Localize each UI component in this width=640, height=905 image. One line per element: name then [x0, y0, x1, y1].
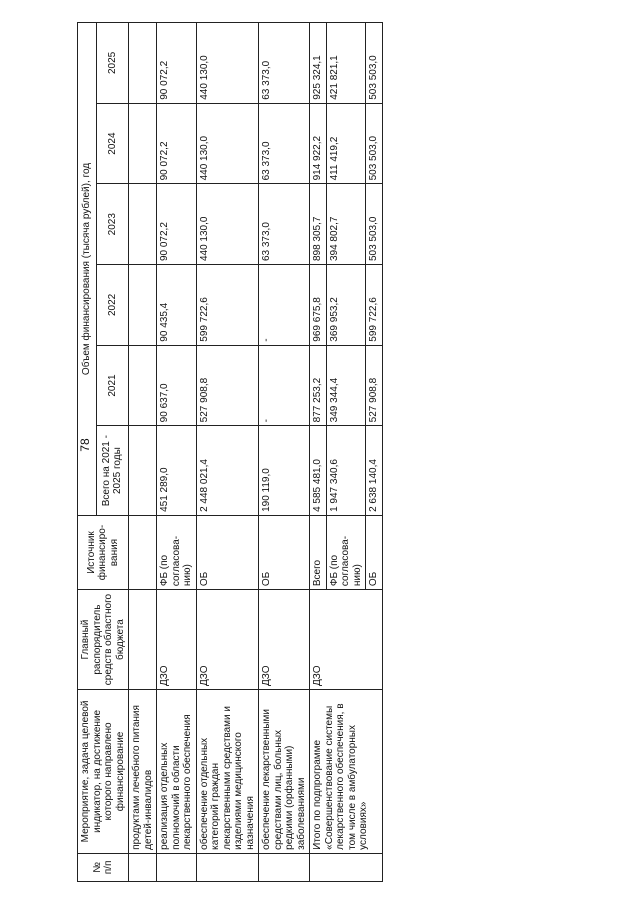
summary-row: [310, 23, 327, 882]
table-row: [196, 23, 259, 882]
cell-manager: ДЗО: [259, 590, 310, 690]
header-year: 2023: [96, 184, 128, 265]
cell-value: 599 722,6: [366, 265, 383, 346]
header-year: 2024: [96, 103, 128, 184]
cell-value: 914 922,2: [310, 103, 327, 184]
cell-value: 394 802,7: [326, 184, 366, 265]
cell-no: [196, 853, 259, 881]
cell-value: 925 324,1: [310, 23, 327, 104]
cell-value: 527 908,8: [366, 345, 383, 426]
cell-source: ОБ: [259, 515, 310, 589]
cell-value: 90 072,2: [157, 23, 197, 104]
cell-value: 90 072,2: [157, 184, 197, 265]
cell-no: [157, 853, 197, 881]
cell-value: [129, 345, 157, 426]
cell-value: -: [259, 265, 310, 346]
cell-total: 2 448 021,4: [196, 426, 259, 516]
cell-value: 411 419,2: [326, 103, 366, 184]
cell-no: [259, 853, 310, 881]
cell-value: 440 130,0: [196, 103, 259, 184]
cell-value: [129, 23, 157, 104]
cell-value: 90 435,4: [157, 265, 197, 346]
header-manager: Главный распорядитель средств областного бюджета: [78, 590, 129, 690]
cell-value: 369 953,2: [326, 265, 366, 346]
cell-value: 877 253,2: [310, 345, 327, 426]
cell-value: 63 373,0: [259, 184, 310, 265]
header-volume: Объем финансирования (тысяча рублей), год: [78, 23, 97, 516]
header-year: 2022: [96, 265, 128, 346]
cell-total: 4 585 481,0: [310, 426, 327, 516]
cell-value: 90 072,2: [157, 103, 197, 184]
table-row: [157, 23, 197, 882]
cell-event: обеспечение лекарственными средствами лиц, больных редкими (орфанными) заболеваниями: [259, 690, 310, 854]
cell-value: 63 373,0: [259, 23, 310, 104]
cell-value: 503 503,0: [366, 23, 383, 104]
cell-event: продуктами лечебного питания детей-инвалидов: [129, 690, 157, 854]
cell-manager: [129, 590, 157, 690]
cell-event: обеспечение отдельных категорий граждан лекарственными средствами и изделиями медицинского назначения: [196, 690, 259, 854]
financing-table: [77, 22, 383, 882]
cell-value: [129, 103, 157, 184]
summary-event: Итого по подпрограмме «Совершенствование системы лекарственного обеспечения, в том числе в амбулаторных условиях»: [310, 690, 383, 854]
header-year: 2025: [96, 23, 128, 104]
cell-total: 1 947 340,6: [326, 426, 366, 516]
cell-value: 503 503,0: [366, 184, 383, 265]
cell-source: [129, 515, 157, 589]
cell-manager: ДЗО: [157, 590, 197, 690]
cell-source: ОБ: [196, 515, 259, 589]
cell-source: ОБ: [366, 515, 383, 589]
cell-value: 421 821,1: [326, 23, 366, 104]
cell-manager: ДЗО: [196, 590, 259, 690]
cell-no: [129, 853, 157, 881]
cell-value: 969 675,8: [310, 265, 327, 346]
cell-source: ФБ (по согласова-нию): [326, 515, 366, 589]
cell-value: 599 722,6: [196, 265, 259, 346]
cell-value: 63 373,0: [259, 103, 310, 184]
summary-manager: ДЗО: [310, 590, 383, 690]
cell-source: Всего: [310, 515, 327, 589]
header-total: Всего на 2021 - 2025 годы: [96, 426, 128, 516]
header-no: № п/п: [78, 853, 129, 881]
header-source: Источник финансиро-вания: [78, 515, 129, 589]
cell-value: 440 130,0: [196, 184, 259, 265]
header-year: 2021: [96, 345, 128, 426]
cell-value: -: [259, 345, 310, 426]
cell-value: 503 503,0: [366, 103, 383, 184]
header-event: Мероприятие, задача целевой индикатор, на достижение которого направлено финансирование: [78, 690, 129, 854]
rotated-table-container: [77, 22, 563, 882]
cell-total: [129, 426, 157, 516]
cell-value: 527 908,8: [196, 345, 259, 426]
cell-source: ФБ (по согласова-нию): [157, 515, 197, 589]
cell-value: 349 344,4: [326, 345, 366, 426]
cell-total: 190 119,0: [259, 426, 310, 516]
table-row: [129, 23, 157, 882]
cell-event: реализация отдельных полномочий в области лекарственного обеспечения: [157, 690, 197, 854]
cell-total: 2 638 140,4: [366, 426, 383, 516]
page-number: 78: [78, 438, 92, 452]
cell-value: [129, 184, 157, 265]
cell-value: 440 130,0: [196, 23, 259, 104]
cell-no: [310, 853, 383, 881]
cell-value: 90 637,0: [157, 345, 197, 426]
cell-value: 898 305,7: [310, 184, 327, 265]
cell-total: 451 289,0: [157, 426, 197, 516]
cell-value: [129, 265, 157, 346]
table-row: [259, 23, 310, 882]
